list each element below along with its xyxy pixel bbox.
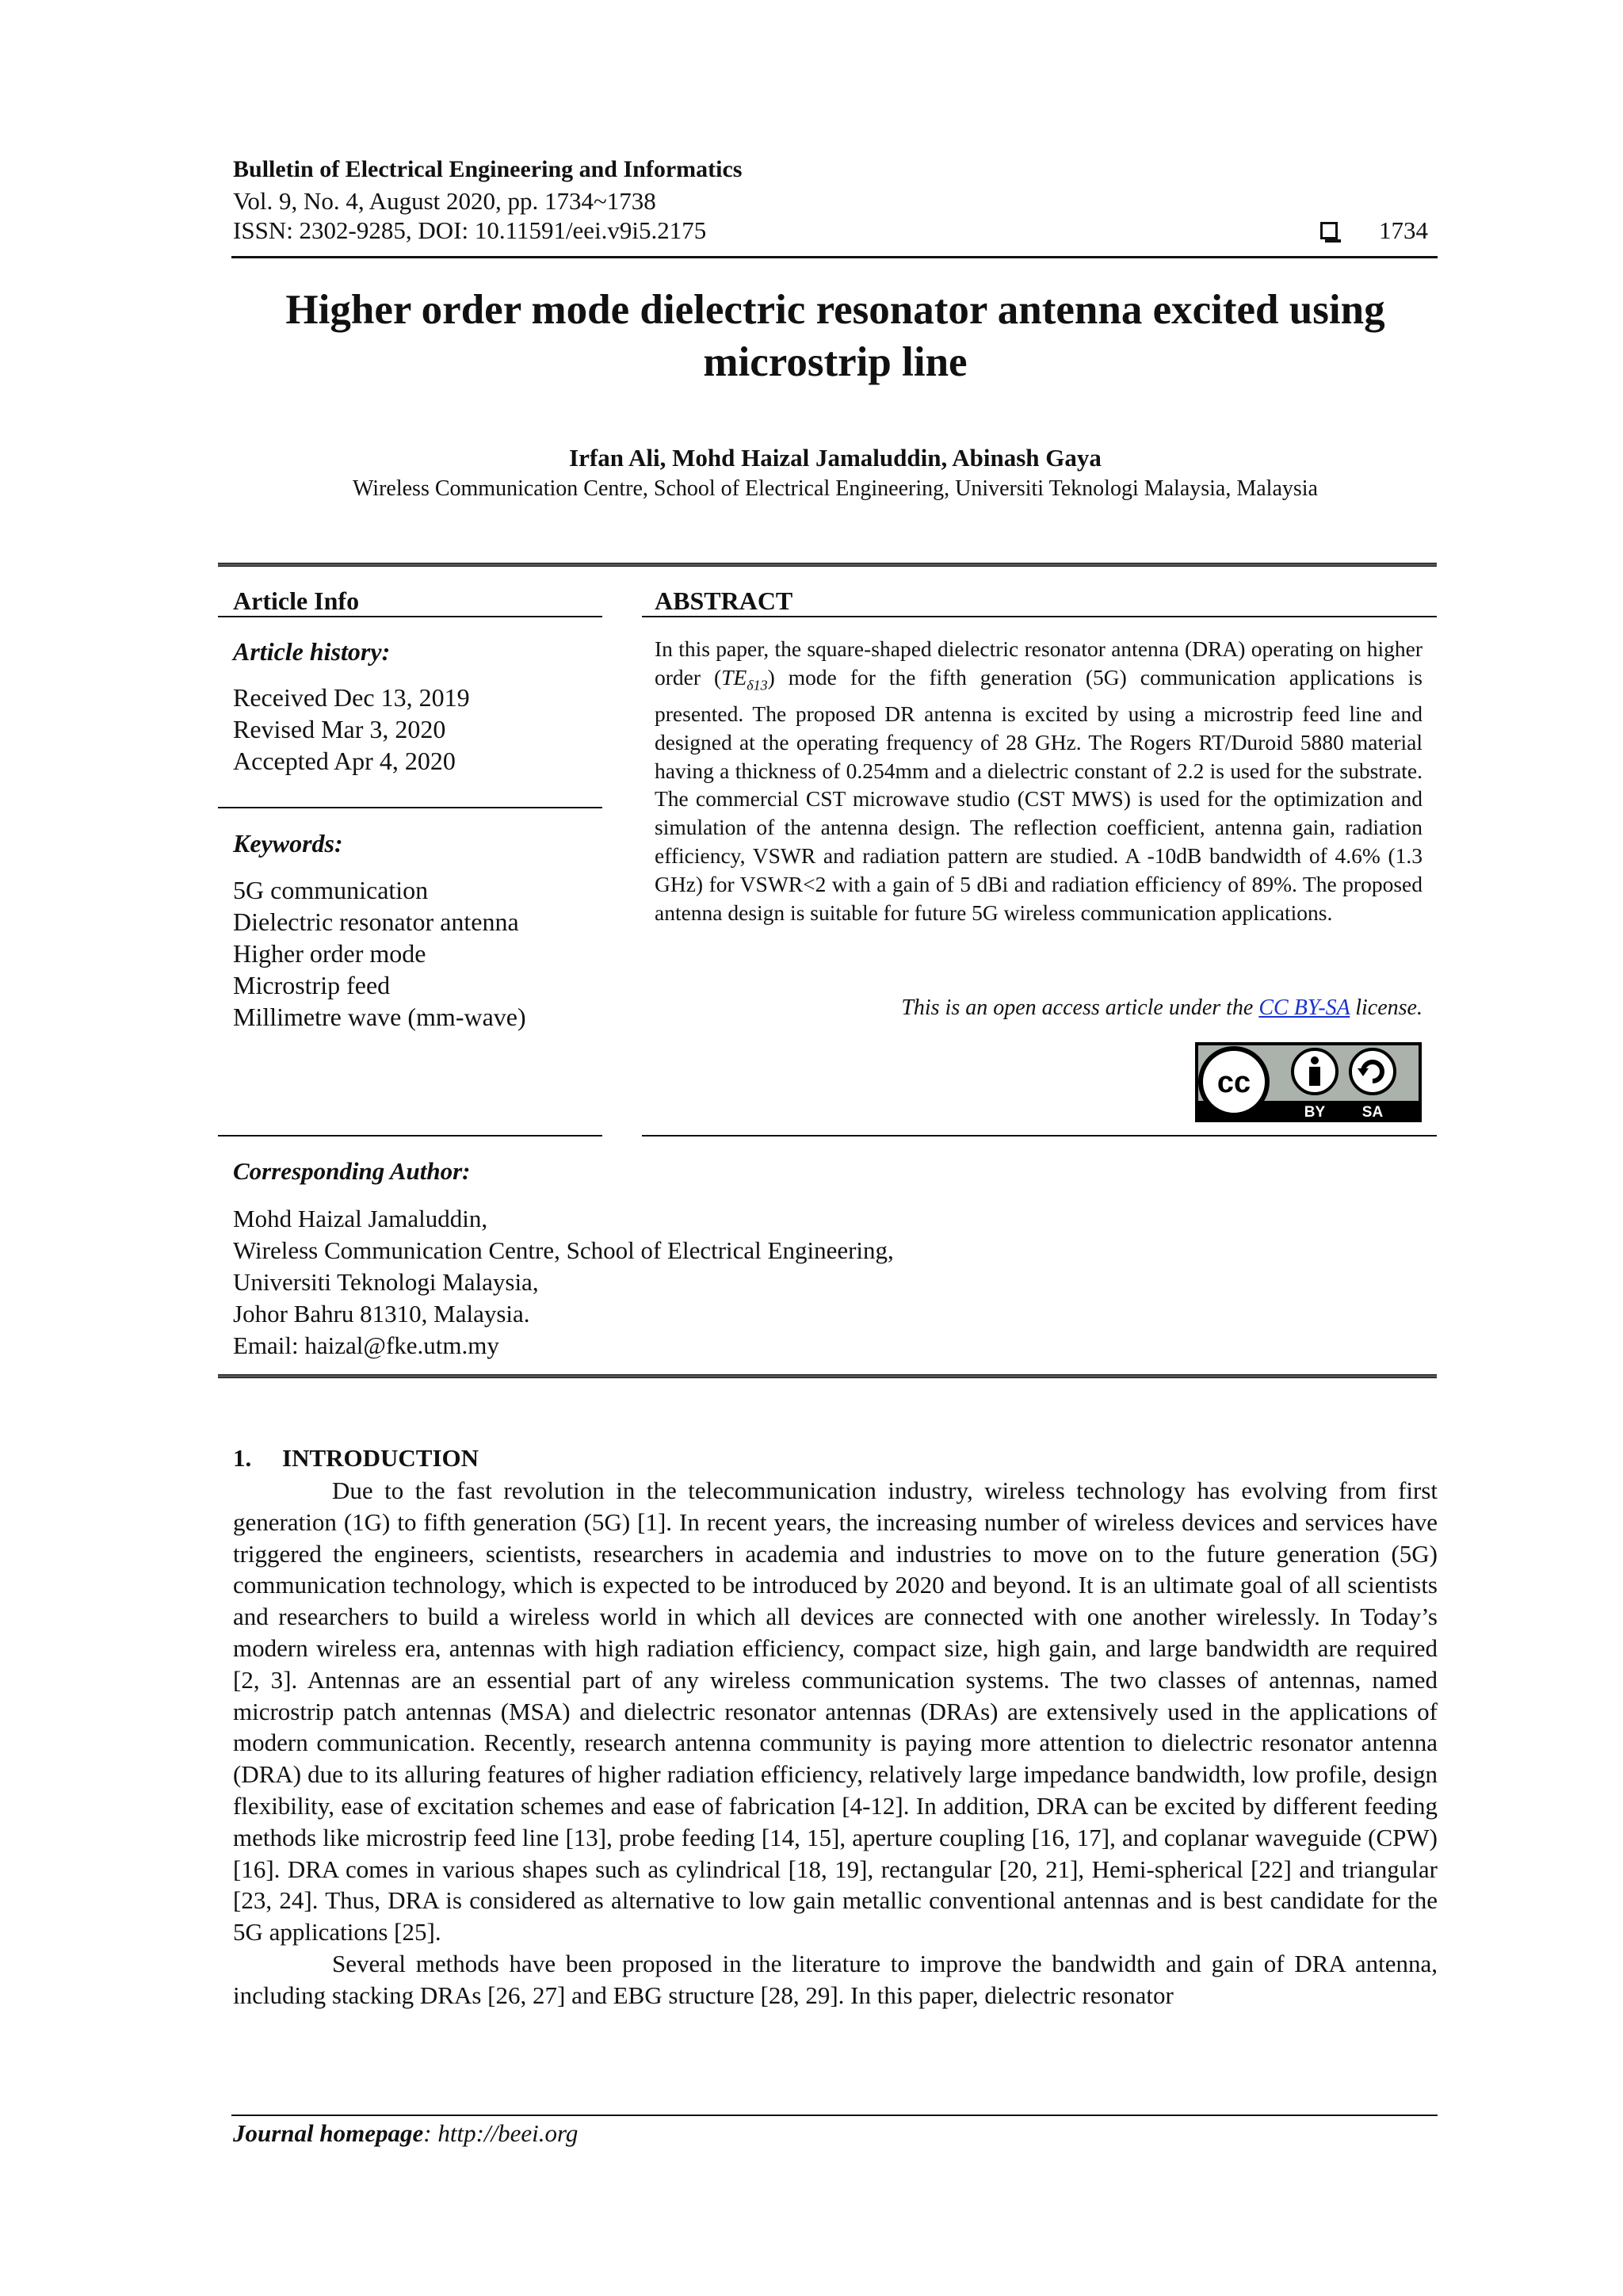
info-box-bottom-rule (218, 1374, 1437, 1378)
by-label: BY (1304, 1104, 1326, 1121)
cc-label: cc (1216, 1066, 1251, 1099)
keyword-item: Higher order mode (233, 939, 426, 968)
corresponding-centre: Wireless Communication Centre, School of Electrical Engineering, (233, 1236, 894, 1264)
keyword-item: 5G communication (233, 876, 429, 904)
article-history-heading: Article history: (233, 637, 391, 666)
corresponding-name: Mohd Haizal Jamaluddin, (233, 1205, 488, 1232)
page-box-icon (1320, 222, 1338, 239)
received-date: Received Dec 13, 2019 (233, 683, 470, 712)
article-info-heading: Article Info (233, 586, 360, 615)
intro-paragraph: Several methods have been proposed in the literature to improve the bandwidth and gain of DRA antenna, including stacking DRAs [26, 27] and EBG structure [28, 29]. In this paper, dielectric resonator (233, 1949, 1438, 2009)
introduction-heading: 1. INTRODUCTION (233, 1444, 479, 1472)
keywords-list (233, 874, 526, 1033)
keyword-item: Dielectric resonator antenna (233, 907, 519, 936)
introduction-body (233, 1475, 1438, 2011)
article-info-bottom-rule (218, 1135, 602, 1137)
footer-rule (231, 2115, 1438, 2116)
homepage-label: Journal homepage (233, 2119, 424, 2147)
homepage-url[interactable]: : http://beei.org (423, 2119, 579, 2147)
corresponding-city: Johor Bahru 81310, Malaysia. (233, 1300, 530, 1328)
keyword-item: Millimetre wave (mm-wave) (233, 1003, 526, 1031)
journal-name: Bulletin of Electrical Engineering and Informatics (233, 156, 743, 182)
sa-label: SA (1361, 1104, 1384, 1121)
abstract-rule (642, 616, 1437, 617)
info-box-top-rule (218, 563, 1437, 567)
page-number: 1734 (1379, 216, 1428, 244)
cc-by-sa-badge-icon[interactable] (1194, 1041, 1423, 1123)
corresponding-university: Universiti Teknologi Malaysia, (233, 1268, 539, 1296)
article-history (233, 682, 470, 777)
corresponding-author-heading: Corresponding Author: (233, 1157, 471, 1185)
license-link[interactable]: CC BY-SA (1258, 995, 1350, 1020)
corresponding-email: Email: haizal@fke.utm.my (233, 1331, 499, 1359)
mode-subscript: δ13 (747, 677, 768, 693)
abstract-heading: ABSTRACT (655, 586, 793, 615)
license-suffix: license. (1350, 995, 1423, 1020)
abstract-bottom-rule (642, 1135, 1437, 1137)
accepted-date: Accepted Apr 4, 2020 (233, 747, 456, 775)
keywords-heading: Keywords: (233, 829, 343, 858)
journal-volume: Vol. 9, No. 4, August 2020, pp. 1734~1738 (233, 187, 656, 215)
revised-date: Revised Mar 3, 2020 (233, 715, 446, 743)
article-info-rule (218, 616, 602, 617)
abstract-text-1: In this paper, the square-shaped dielectric resonator antenna (DRA) operating on higher order ( (655, 636, 1423, 690)
abstract-text-2: ) mode for the fifth generation (5G) communication applications is presented. The proposed DR antenna is excited by using a microstrip feed line and designed at the operating frequency of 28 GHz. The Rogers RT/Duroid 5880 material having a thickness of 0.254mm and a dielectric constant of 2.2 is used for the substrate. The commercial CST microwave studio (CST MWS) is used for the optimization and simulation of the antenna design. The reflection coefficient, antenna gain, radiation efficiency, VSWR and radiation pattern are studied. A -10dB bandwidth of 4.6% (1.3 GHz) for VSWR<2 with a gain of 5 dBi and radiation efficiency of 89%. The proposed antenna design is suitable for future 5G wireless communication applications. (655, 664, 1423, 925)
journal-homepage (233, 2119, 578, 2148)
paper-affiliation: Wireless Communication Centre, School of Electrical Engineering, Universiti Teknologi Malaysia, Malaysia (353, 476, 1318, 501)
abstract-body (655, 635, 1423, 926)
license-prefix: This is an open access article under the (901, 995, 1259, 1020)
corresponding-author-details (233, 1203, 894, 1362)
journal-issn-doi: ISSN: 2302-9285, DOI: 10.11591/eei.v9i5.2175 (233, 216, 707, 244)
license-statement (655, 995, 1423, 1021)
paper-authors: Irfan Ali, Mohd Haizal Jamaluddin, Abinash Gaya (569, 444, 1102, 472)
keywords-rule (218, 807, 602, 808)
header-rule (231, 256, 1438, 258)
intro-paragraph: Due to the fast revolution in the telecommunication industry, wireless technology has evolving from first generation (1G) to fifth generation (5G) [1]. In recent years, the increasing number of wireless devices and services have triggered the engineers, scientists, researchers in academia and industries to move on to the future generation (5G) communication technology, which is expected to be introduced by 2020 and beyond. It is an ultimate goal of all scientists and researchers to build a wireless world in which all devices are connected with one another wirelessly. In Today’s modern wireless era, antennas with high radiation efficiency, compact size, high gain, and large bandwidth are required [2, 3]. Antennas are an essential part of any wireless communication systems. The two classes of antennas, named microstrip patch antennas (MSA) and dielectric resonator antennas (DRAs) are extensively used in the applications of modern communication. Recently, research antenna community is paying more attention to dielectric resonator antenna (DRA) due to its alluring features of higher radiation efficiency, relatively large impedance bandwidth, low profile, design flexibility, ease of excitation schemes and ease of fabrication [4-12]. In addition, DRA can be excited by different feeding methods like microstrip feed line [13], probe feeding [14, 15], aperture coupling [16, 17], and coplanar waveguide (CPW) [16]. DRA comes in various shapes such as cylindrical [18, 19], rectangular [20, 21], Hemi-spherical [22] and triangular [23, 24]. Thus, DRA is considered as alternative to low gain metallic conventional antennas and is best candidate for the 5G applications [25]. (233, 1477, 1438, 1946)
keyword-item: Microstrip feed (233, 971, 391, 999)
mode-symbol: TE (721, 664, 747, 690)
paper-title: Higher order mode dielectric resonator antenna excited using microstrip line (285, 287, 1385, 385)
